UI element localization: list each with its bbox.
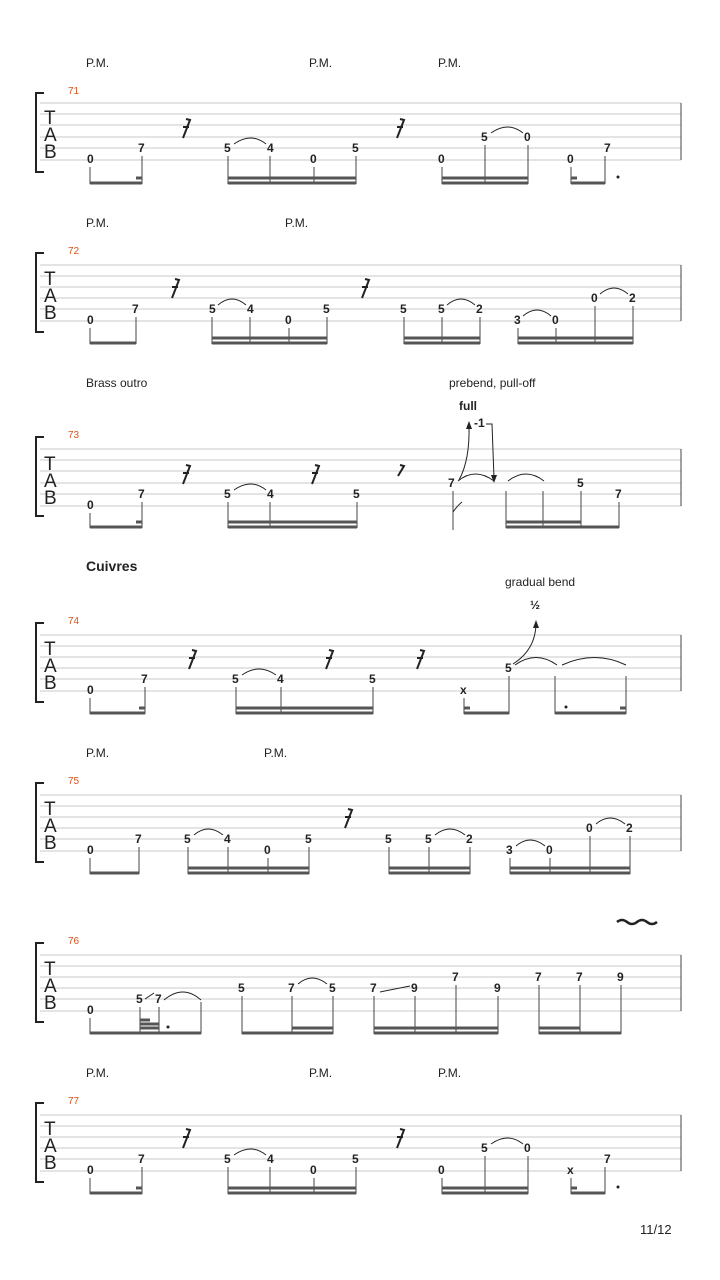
fret-number: 0 [87,152,94,166]
measure-number: 72 [68,246,80,257]
fret-number: 0 [310,1163,317,1177]
fret-number: 5 [323,302,330,316]
palm-mute-label: P.M. [86,216,110,230]
palm-mute-label: P.M. [438,1066,462,1080]
tab-letter-a: A [44,1136,57,1157]
bend-arrowhead [533,620,539,628]
fret-number: 0 [87,1163,94,1177]
tab-letter-t: T [44,108,56,129]
slur [435,829,465,835]
fret-number: 5 [385,832,392,846]
slur [508,474,544,481]
tab-letter-b: B [44,488,57,509]
fret-number: 0 [552,313,559,327]
fret-number: 3 [506,843,513,857]
fret-number: 7 [138,141,145,155]
fret-number: 4 [224,832,231,846]
tab-letter-t: T [44,454,56,475]
fret-number: 7 [138,487,145,501]
fret-number: 7 [135,832,142,846]
sixteenth-rest [345,809,352,828]
fret-number: 5 [209,302,216,316]
fret-number: 7 [604,141,611,155]
palm-mute-label: P.M. [86,746,110,760]
tab-letter-t: T [44,799,56,820]
system-77 [36,1066,681,1194]
slur [596,818,625,824]
fret-number: 0 [310,152,317,166]
fret-number: 5 [577,476,584,490]
tab-letter-b: B [44,673,57,694]
release-label: -1 [474,416,485,430]
tab-letter-a: A [44,286,57,307]
fret-number: 9 [411,981,418,995]
palm-mute-label: P.M. [86,1066,110,1080]
measure-number: 74 [68,616,80,627]
fret-number: 7 [132,302,139,316]
technique-text: gradual bend [505,575,576,589]
fret-number: 7 [155,992,162,1006]
fret-number: 4 [267,487,274,501]
tab-letter-b: B [44,303,57,324]
tab-letter-b: B [44,993,57,1014]
slur [491,1138,523,1144]
slur [194,829,223,835]
sixteenth-rest [362,279,369,298]
fret-number: 0 [438,152,445,166]
tab-letter-t: T [44,639,56,660]
slur [491,127,523,133]
sixteenth-rest [397,119,404,138]
fret-number: 5 [238,981,245,995]
measure-number: 75 [68,776,80,787]
slur [523,310,551,316]
fret-number: 0 [524,130,531,144]
fret-number: 4 [277,672,284,686]
rhythm-stems [90,985,621,1034]
tab-letter-a: A [44,816,57,837]
palm-mute-label: P.M. [264,746,288,760]
fret-number: 7 [604,1152,611,1166]
system-71 [36,56,681,184]
fret-number: 0 [87,498,94,512]
system-76 [36,920,681,1034]
slur [600,288,628,294]
slur [234,1149,266,1155]
slur [218,299,246,305]
system-72 [36,216,681,344]
fret-number: 5 [224,487,231,501]
fret-number: 4 [247,302,254,316]
section-text: Brass outro [86,376,148,390]
system-75 [36,746,681,874]
fret-number: 0 [546,843,553,857]
rhythm-stems [90,676,626,714]
tab-letter-a: A [44,125,57,146]
fret-number: 0 [87,313,94,327]
fret-number: 5 [352,141,359,155]
fret-number: 5 [224,1152,231,1166]
sixteenth-rest [189,650,196,669]
slur [234,138,266,144]
fret-number: 5 [425,832,432,846]
section-title: Cuivres [86,558,138,574]
fret-number: 5 [505,661,512,675]
fret-number: 0 [87,1003,94,1017]
vibrato-icon [617,920,657,924]
sixteenth-rest [183,465,190,484]
fret-number: 5 [400,302,407,316]
fret-number: 2 [626,821,633,835]
sixteenth-rest [397,1129,404,1148]
sixteenth-rest [326,650,333,669]
fret-number: 2 [466,832,473,846]
sixteenth-rest [312,465,319,484]
fret-number: 0 [264,843,271,857]
fret-number: 4 [267,141,274,155]
tab-letter-a: A [44,656,57,677]
fret-number: 5 [481,1141,488,1155]
fret-number: 0 [586,821,593,835]
fret-number: 7 [448,476,455,490]
muted-note: x [567,1163,574,1177]
measure-number: 76 [68,936,80,947]
tab-letter-t: T [44,1119,56,1140]
fret-number: 5 [184,832,191,846]
slur [562,658,626,666]
fret-number: 5 [224,141,231,155]
bend-arrowhead [466,421,472,429]
slide-line [380,986,410,992]
fret-number: 5 [232,672,239,686]
sixteenth-rest [183,119,190,138]
palm-mute-label: P.M. [86,56,110,70]
release-line [486,424,494,478]
tab-letter-t: T [44,959,56,980]
fret-number: 5 [136,992,143,1006]
fret-number: 0 [524,1141,531,1155]
fret-number: 7 [615,487,622,501]
measure-number: 71 [68,86,80,97]
measure-number: 73 [68,430,80,441]
fret-number: 0 [87,843,94,857]
fret-number: 9 [617,970,624,984]
bend-label: full [459,399,477,413]
tab-letter-t: T [44,269,56,290]
fret-number: 5 [438,302,445,316]
tab-letter-a: A [44,471,57,492]
fret-number: 5 [352,1152,359,1166]
sixteenth-rest [417,650,424,669]
palm-mute-label: P.M. [309,56,333,70]
fret-number: 7 [535,970,542,984]
fret-number: 3 [514,313,521,327]
tab-letter-b: B [44,142,57,163]
fret-number: 7 [370,981,377,995]
fret-number: 5 [329,981,336,995]
fret-number: 0 [567,152,574,166]
fret-number: 5 [305,832,312,846]
fret-number: 0 [438,1163,445,1177]
system-74 [36,558,681,714]
fret-number: 7 [452,970,459,984]
muted-note: x [460,683,467,697]
slur [242,669,276,675]
fret-number: 0 [591,291,598,305]
slur [458,474,494,481]
fret-number: 7 [576,970,583,984]
system-73 [36,376,681,530]
fret-number: 7 [138,1152,145,1166]
fret-number: 4 [267,1152,274,1166]
technique-text: prebend, pull-off [449,376,536,390]
slur [516,840,545,846]
slur [298,978,327,984]
fret-number: 5 [481,130,488,144]
sixteenth-rest [183,1129,190,1148]
tab-letter-b: B [44,833,57,854]
palm-mute-label: P.M. [285,216,309,230]
slur [515,658,557,666]
fret-number: 7 [288,981,295,995]
page-number: 11/12 [640,1222,672,1237]
fret-number: 0 [285,313,292,327]
tab-letter-a: A [44,976,57,997]
palm-mute-label: P.M. [438,56,462,70]
tab-letter-b: B [44,1153,57,1174]
palm-mute-label: P.M. [309,1066,333,1080]
bend-label: ½ [530,598,541,612]
fret-number: 5 [369,672,376,686]
fret-number: 0 [87,683,94,697]
fret-number: 7 [141,672,148,686]
measure-number: 77 [68,1096,80,1107]
fret-number: 9 [494,981,501,995]
slur [447,299,475,305]
slur [234,484,266,490]
fret-number: 5 [353,487,360,501]
fret-number: 2 [629,291,636,305]
bend-arrow [459,425,469,480]
sixteenth-rest [172,279,179,298]
fret-number: 2 [476,302,483,316]
slide-line [145,993,154,999]
